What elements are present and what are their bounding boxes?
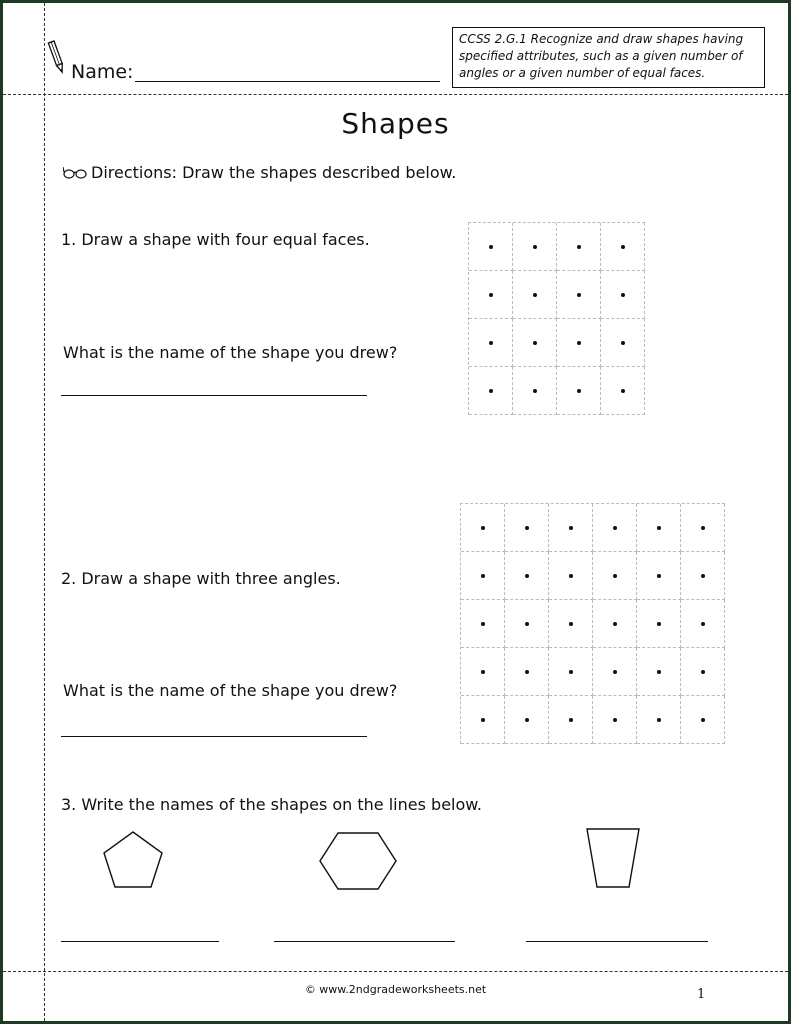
grid-cell [637,552,681,600]
page-number: 1 [697,987,706,1002]
grid-cell [681,504,725,552]
grid-cell [601,223,645,271]
question-1-answer-line[interactable] [61,395,367,396]
question-2-followup: What is the name of the shape you drew? [63,681,398,700]
directions-row [63,163,456,182]
grid-cell [513,319,557,367]
grid-cell [557,367,601,415]
grid-cell [469,319,513,367]
standard-box: CCSS 2.G.1 Recognize and draw shapes having specified attributes, such as a given number of angles or a given number of equal faces. [452,27,765,88]
grid-cell [469,271,513,319]
trapezoid-icon [585,827,641,889]
grid-cell [593,648,637,696]
grid-cell [557,223,601,271]
grid-cell [637,600,681,648]
grid-cell [637,504,681,552]
grid-cell [549,696,593,744]
grid-cell [461,696,505,744]
grid-cell [593,552,637,600]
page-title: Shapes [341,107,450,140]
grid-cell [681,648,725,696]
footer-divider [3,971,788,972]
grid-cell [637,696,681,744]
pentagon-icon [101,829,165,889]
grid-cell [505,648,549,696]
directions-text: Directions: Draw the shapes described below. [91,163,457,182]
grid-cell [461,600,505,648]
footer-copyright: © www.2ndgradeworksheets.net [304,983,487,996]
grid-cell [469,367,513,415]
grid-cell [461,648,505,696]
name-field[interactable] [135,81,440,82]
question-1-followup: What is the name of the shape you drew? [63,343,398,362]
grid-cell [601,271,645,319]
grid-cell [681,552,725,600]
grid-cell [505,696,549,744]
name-label: Name: [71,61,134,83]
grid-cell [461,504,505,552]
shape-3-answer-line[interactable] [526,941,708,942]
grid-cell [593,600,637,648]
grid-cell [513,223,557,271]
grid-cell [557,319,601,367]
grid-cell [601,319,645,367]
grid-cell [681,696,725,744]
grid-cell [461,552,505,600]
grid-cell [549,552,593,600]
grid-cell [513,367,557,415]
pencil-icon [47,39,67,77]
header-divider [3,94,788,95]
dot-grid-2[interactable] [460,503,725,744]
question-2-answer-line[interactable] [61,736,367,737]
grid-cell [593,504,637,552]
grid-cell [681,600,725,648]
margin-guide-vertical [44,3,45,1021]
grid-cell [505,504,549,552]
question-2-prompt: 2. Draw a shape with three angles. [61,569,341,588]
grid-cell [557,271,601,319]
grid-cell [637,648,681,696]
grid-cell [593,696,637,744]
grid-cell [513,271,557,319]
grid-cell [601,367,645,415]
grid-cell [505,600,549,648]
question-3-prompt: 3. Write the names of the shapes on the lines below. [61,795,482,814]
question-1-prompt: 1. Draw a shape with four equal faces. [61,230,370,249]
grid-cell [549,504,593,552]
grid-cell [549,600,593,648]
shape-1-answer-line[interactable] [61,941,219,942]
grid-cell [505,552,549,600]
glasses-icon [63,166,87,180]
dot-grid-1[interactable] [468,222,645,415]
grid-cell [549,648,593,696]
grid-cell [469,223,513,271]
shape-2-answer-line[interactable] [274,941,455,942]
hexagon-icon [318,831,398,891]
